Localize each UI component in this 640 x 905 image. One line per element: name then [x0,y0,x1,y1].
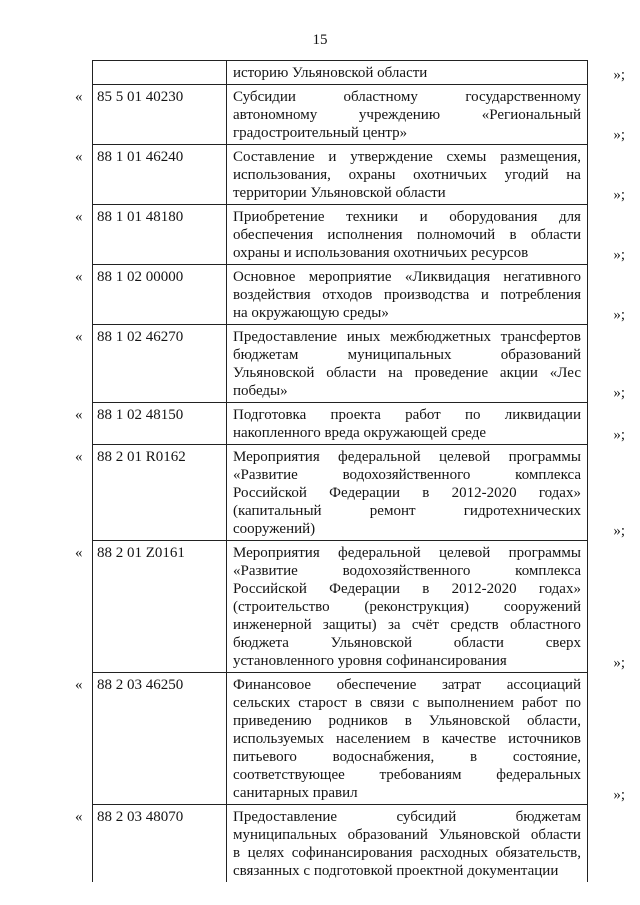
description-line: накопленного вреда окружающей среде [233,425,487,441]
close-quote-mark: »; [613,127,625,143]
budget-code-cell: 88 1 02 48150 [93,403,227,444]
description-line: обеспечения исполнения полномочий в области [233,227,581,243]
description-line: питьевого водоснабжения, в состояние, [233,749,581,765]
description-cell [227,205,587,264]
description-line: сельских старост в связи с выполнением работ по [233,695,581,711]
budget-code-cell: 88 2 03 48070 [93,805,227,882]
budget-code-cell: 88 2 01 Z0161 [93,541,227,672]
table-row [75,265,625,325]
description-line: Мероприятия федеральной целевой программы [233,449,581,465]
open-quote-mark: « [75,209,83,225]
budget-code-cell: 88 1 02 00000 [93,265,227,324]
open-quote-mark: « [75,89,83,105]
description-line: муниципальных образований Ульяновской области [233,827,581,843]
table-row [75,445,625,541]
table-row [75,403,625,445]
budget-code-cell: 88 1 01 46240 [93,145,227,204]
description-line: на окружающую среды» [233,305,389,321]
description-line: связанных с подготовкой проектной документации [233,863,559,879]
description-line: территории Ульяновской области [233,185,446,201]
close-quote-mark: »; [613,247,625,263]
description-line: используемых населением в качестве источников [233,731,581,747]
description-line: соответствующее требованиям федеральных [233,767,581,783]
description-line: Основное мероприятие «Ликвидация негативного [233,269,581,285]
description-line: историю Ульяновской области [233,65,428,81]
open-quote-mark: « [75,407,83,423]
description-line: бюджета Ульяновской области сверх [233,635,581,651]
description-cell [227,445,587,540]
description-line: санитарных правил [233,785,358,801]
open-quote-mark: « [75,149,83,165]
description-line: бюджетам муниципальных образований [233,347,581,363]
close-quote-mark: »; [613,655,625,671]
description-line: Предоставление субсидий бюджетам [233,809,581,825]
table-row [75,541,625,673]
description-line: Приобретение техники и оборудования для [233,209,581,225]
description-line: победы» [233,383,288,399]
description-line: Российской Федерации в 2012-2020 годах» [233,485,581,501]
description-cell [227,673,587,804]
budget-code-cell: 88 2 01 R0162 [93,445,227,540]
table-row [75,145,625,205]
description-line: инженерной защиты) за счёт средств областного [233,617,581,633]
description-cell [227,265,587,324]
budget-code-cell: 88 2 03 46250 [93,673,227,804]
description-line: Субсидии областному государственному [233,89,581,105]
close-quote-mark: »; [613,187,625,203]
description-cell [227,145,587,204]
budget-code-table [75,60,625,882]
description-cell [227,85,587,144]
table-row [75,673,625,805]
close-quote-mark: »; [613,307,625,323]
open-quote-mark: « [75,677,83,693]
close-quote-mark: »; [613,427,625,443]
description-line: «Развитие водохозяйственного комплекса [233,563,581,579]
table-row [75,85,625,145]
description-line: Финансовое обеспечение затрат ассоциаций [233,677,581,693]
description-line: приведению родников в Ульяновской области, [233,713,581,729]
table-row [75,805,588,882]
description-line: Предоставление иных межбюджетных трансфертов [233,329,581,345]
open-quote-mark: « [75,545,83,561]
budget-code-cell [93,61,227,84]
open-quote-mark: « [75,809,83,825]
open-quote-mark: « [75,329,83,345]
open-quote-mark: « [75,269,83,285]
budget-code-cell: 85 5 01 40230 [93,85,227,144]
close-quote-mark: »; [613,385,625,401]
close-quote-mark: »; [613,67,625,83]
description-cell [227,61,587,84]
description-cell [227,805,587,882]
description-line: охраны и использования охотничьих ресурсов [233,245,529,261]
description-line: градостроительный центр» [233,125,408,141]
description-line: Составление и утверждение схемы размещения, [233,149,581,165]
page-number: 15 [312,32,328,48]
table-row [75,325,625,403]
close-quote-mark: »; [613,523,625,539]
open-quote-mark: « [75,449,83,465]
description-line: Подготовка проекта работ по ликвидации [233,407,581,423]
description-line: использования, охраны охотничьих угодий на [233,167,581,183]
description-line: Российской Федерации в 2012-2020 годах» [233,581,581,597]
description-line: Мероприятия федеральной целевой программы [233,545,581,561]
description-cell [227,325,587,402]
description-line: (строительство (реконструкция) сооружений [233,599,581,615]
description-cell [227,541,587,672]
description-line: «Развитие водохозяйственного комплекса [233,467,581,483]
table-row [75,205,625,265]
description-line: в целях софинансирования расходных обязательств, [233,845,581,861]
description-line: воздействия отходов производства и потребления [233,287,581,303]
description-cell [227,403,587,444]
description-line: (капитальный ремонт гидротехнических [233,503,581,519]
description-line: автономному учреждению «Региональный [233,107,581,123]
budget-code-cell: 88 1 02 46270 [93,325,227,402]
table-row [92,60,625,85]
budget-code-cell: 88 1 01 48180 [93,205,227,264]
close-quote-mark: »; [613,787,625,803]
description-line: установленного уровня софинансирования [233,653,507,669]
description-line: сооружений) [233,521,316,537]
description-line: Ульяновской области на проведение акции «Лес [233,365,581,381]
